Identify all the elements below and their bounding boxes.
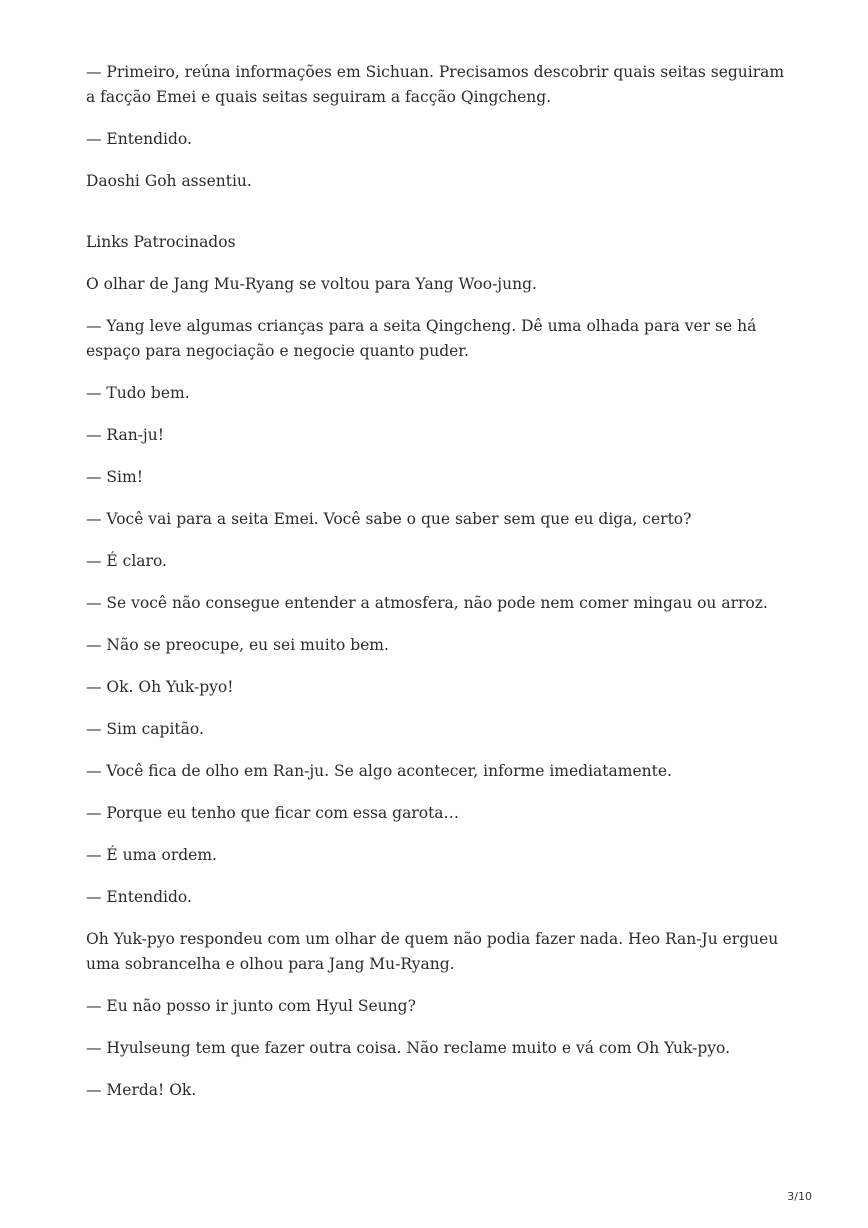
- paragraph: — Yang leve algumas crianças para a seita Qingcheng. Dê uma olhada para ver se há espaço para negociação e negocie quanto puder.: [86, 317, 757, 360]
- paragraph: — Merda! Ok.: [86, 1081, 197, 1099]
- paragraph: Oh Yuk-pyo respondeu com um olhar de quem não podia fazer nada. Heo Ran-Ju ergueu uma sobrancelha e olhou para Jang Mu-Ryang.: [86, 930, 779, 973]
- paragraph: — Primeiro, reúna informações em Sichuan. Precisamos descobrir quais seitas seguiram a facção Emei e quais seitas seguiram a facção Qingcheng.: [86, 63, 785, 106]
- paragraph: — Ran-ju!: [86, 426, 164, 444]
- paragraph: — Sim capitão.: [86, 720, 204, 738]
- paragraph: — Entendido.: [86, 130, 192, 148]
- paragraph: O olhar de Jang Mu-Ryang se voltou para Yang Woo-jung.: [86, 275, 537, 293]
- page-number: 3/10: [787, 1190, 812, 1203]
- paragraph: — Eu não posso ir junto com Hyul Seung?: [86, 997, 416, 1015]
- sponsored-links-label: Links Patrocinados: [86, 233, 236, 251]
- paragraph: — É claro.: [86, 552, 167, 570]
- paragraph: — Ok. Oh Yuk-pyo!: [86, 678, 234, 696]
- paragraph: — Hyulseung tem que fazer outra coisa. Não reclame muito e vá com Oh Yuk-pyo.: [86, 1039, 731, 1057]
- paragraph: — Porque eu tenho que ficar com essa garota…: [86, 804, 460, 822]
- paragraph: — Você fica de olho em Ran-ju. Se algo acontecer, informe imediatamente.: [86, 762, 672, 780]
- document-body: [86, 60, 786, 1120]
- paragraph: — Você vai para a seita Emei. Você sabe o que saber sem que eu diga, certo?: [86, 510, 692, 528]
- paragraph: — É uma ordem.: [86, 846, 217, 864]
- paragraph: — Entendido.: [86, 888, 192, 906]
- paragraph: — Sim!: [86, 468, 143, 486]
- paragraph: Daoshi Goh assentiu.: [86, 172, 252, 190]
- paragraph: — Tudo bem.: [86, 384, 190, 402]
- paragraph: — Se você não consegue entender a atmosfera, não pode nem comer mingau ou arroz.: [86, 594, 768, 612]
- paragraph: — Não se preocupe, eu sei muito bem.: [86, 636, 389, 654]
